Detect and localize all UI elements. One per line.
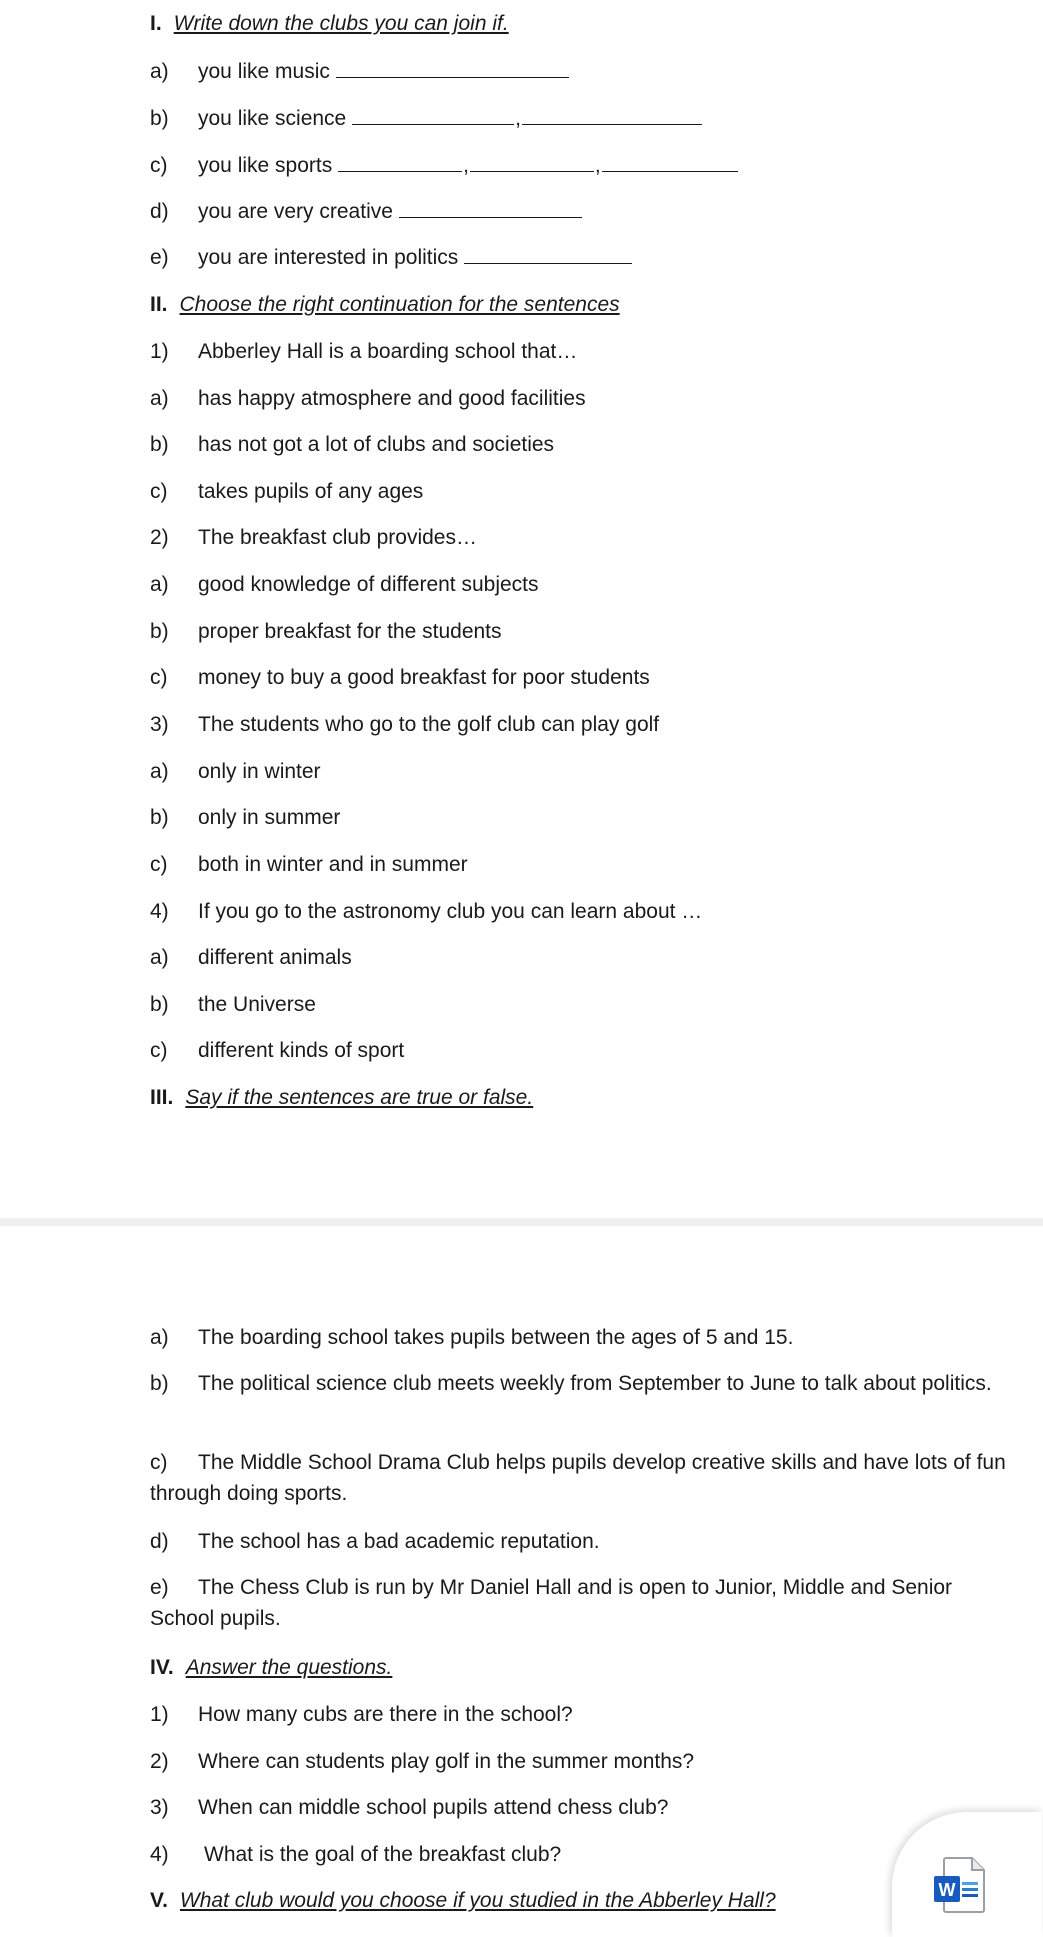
answer-blank[interactable]: [522, 106, 702, 125]
section-1-item-b: b) you like science ,: [150, 106, 702, 132]
section-3-heading: III. Say if the sentences are true or false.: [150, 1086, 534, 1109]
answer-blank[interactable]: [470, 153, 594, 172]
section-2-option: a) good knowledge of different subjects: [150, 573, 539, 596]
section-2-option: a) has happy atmosphere and good facilities: [150, 387, 586, 410]
section-3-item-c: c) The Middle School Drama Club helps pupils develop creative skills and have lots of fun through doing sports.: [150, 1451, 1006, 1505]
section-4-question: 4) What is the goal of the breakfast club?: [150, 1843, 562, 1866]
answer-blank[interactable]: [336, 59, 569, 78]
section-2-option: c) both in winter and in summer: [150, 853, 468, 876]
page-gap: [0, 1218, 1043, 1226]
word-document-icon[interactable]: [934, 1856, 986, 1914]
section-1-item-d: d) you are very creative: [150, 199, 582, 225]
section-1-heading: I. Write down the clubs you can join if.: [150, 12, 509, 35]
section-2-question-2: 2) The breakfast club provides…: [150, 526, 477, 549]
section-2-option: b) has not got a lot of clubs and societies: [150, 433, 555, 456]
section-2-option: c) different kinds of sport: [150, 1039, 405, 1062]
section-2-option: a) only in winter: [150, 760, 321, 783]
section-4-question: 3) When can middle school pupils attend chess club?: [150, 1796, 669, 1819]
answer-blank[interactable]: [338, 153, 462, 172]
section-1-item-a: a) you like music: [150, 59, 569, 85]
section-2-option: b) proper breakfast for the students: [150, 620, 502, 643]
section-2-option: c) takes pupils of any ages: [150, 480, 424, 503]
section-3-item-a: a) The boarding school takes pupils between the ages of 5 and 15.: [150, 1326, 794, 1349]
section-4-heading: IV. Answer the questions.: [150, 1656, 393, 1679]
section-2-option: b) the Universe: [150, 993, 316, 1016]
section-1-item-e: e) you are interested in politics: [150, 245, 632, 271]
section-5-heading: V. What club would you choose if you studied in the Abberley Hall?: [150, 1889, 776, 1912]
section-2-question-3: 3) The students who go to the golf club can play golf: [150, 713, 660, 736]
section-2-option: a) different animals: [150, 946, 352, 969]
answer-blank[interactable]: [352, 106, 514, 125]
section-3-item-b: b) The political science club meets weekly from September to June to talk about politics.: [150, 1372, 992, 1395]
section-1-item-c: c) you like sports , ,: [150, 153, 738, 179]
section-2-heading: II. Choose the right continuation for the sentences: [150, 293, 620, 316]
section-4-question: 2) Where can students play golf in the summer months?: [150, 1750, 695, 1773]
answer-blank[interactable]: [399, 199, 582, 218]
answer-blank[interactable]: [602, 153, 738, 172]
word-letter: W: [938, 1880, 956, 1900]
section-3-item-d: d) The school has a bad academic reputation.: [150, 1530, 600, 1553]
section-2-option: c) money to buy a good breakfast for poor students: [150, 666, 650, 689]
section-4-question: 1) How many cubs are there in the school?: [150, 1703, 573, 1726]
section-2-question-4: 4) If you go to the astronomy club you can learn about …: [150, 900, 703, 923]
section-2-option: b) only in summer: [150, 806, 341, 829]
answer-blank[interactable]: [464, 245, 632, 264]
section-3-item-e: e) The Chess Club is run by Mr Daniel Hall and is open to Junior, Middle and Senior School pupils.: [150, 1576, 953, 1630]
section-2-question-1: 1) Abberley Hall is a boarding school that…: [150, 340, 578, 363]
